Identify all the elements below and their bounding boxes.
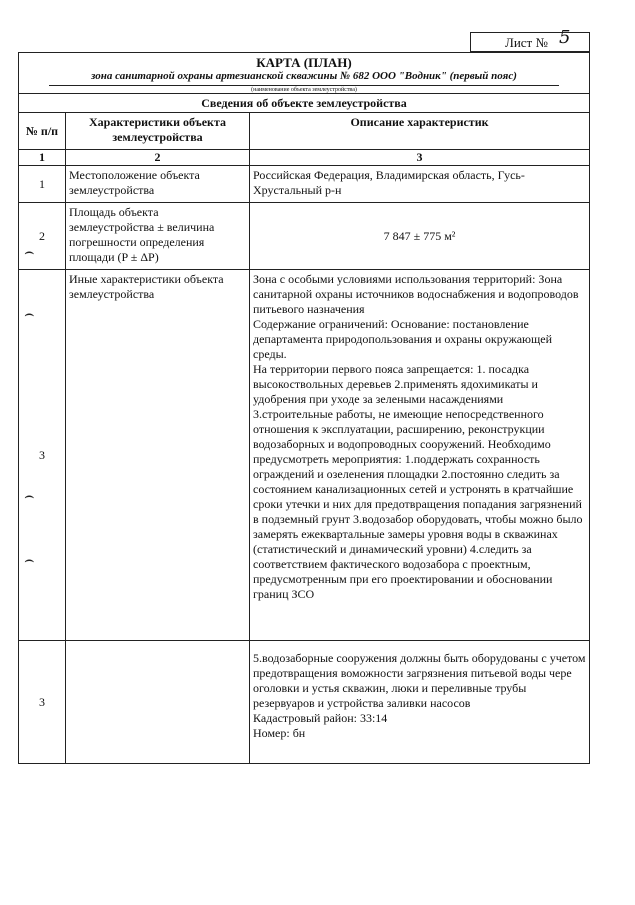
row-number: 1: [19, 166, 66, 203]
row-number: 3: [19, 270, 66, 641]
row-description: [250, 270, 590, 641]
object-info-table: [18, 93, 590, 764]
section-header-row: [19, 94, 590, 113]
column-number: 2: [66, 150, 250, 166]
row-characteristic: Площадь объекта землеустройства ± величина погрешности определения площади (P ± ΔP): [66, 203, 250, 270]
area-value: 7 847 ± 775 м²: [383, 228, 456, 243]
binding-hole-mark-icon: ⌢: [24, 306, 35, 323]
table-row: [19, 166, 590, 203]
table-row: [19, 270, 590, 641]
row-description: [250, 203, 590, 270]
document-subtitle: зона санитарной охраны артезианской скважины № 682 ООО "Водник" (первый пояс): [91, 70, 517, 82]
binding-hole-mark-icon: ⌢: [24, 552, 35, 569]
binding-hole-mark-icon: ⌢: [24, 488, 35, 505]
column-header-num: № п/п: [19, 113, 66, 150]
description-paragraph: Российская Федерация, Владимирская область, Гусь-Хрустальный р-н: [253, 168, 525, 197]
sheet-number: 5: [559, 27, 571, 48]
column-number-row: [19, 150, 590, 166]
binding-hole-mark-icon: ⌢: [24, 244, 35, 261]
section-title: Сведения об объекте землеустройства: [19, 94, 590, 113]
description-paragraph: Кадастровый район: 33:14: [253, 711, 388, 725]
column-header-characteristic: Характеристики объекта землеустройства: [66, 113, 250, 150]
object-name-caption: (наименование объекта землеустройства): [251, 87, 357, 93]
row-description: [250, 641, 590, 764]
subtitle-underline: [49, 85, 559, 86]
column-number: 1: [19, 150, 66, 166]
row-description: [250, 166, 590, 203]
column-header-description: Описание характеристик: [250, 113, 590, 150]
description-paragraph: Содержание ограничений: Основание: постановление департамента природопользования и охраны окружающей среды.: [253, 317, 553, 361]
column-header-row: [19, 113, 590, 150]
description-paragraph: 5.водозаборные сооружения должны быть оборудованы с учетом предотвращения воможности загрязнения питьевой воды чере оголовки и устья скважин, люки и переливные трубы резервуаров и устройства заливки насосов: [253, 651, 586, 710]
table-row: [19, 641, 590, 764]
description-paragraph: Зона с особыми условиями использования территорий: Зона санитарной охраны источников водоснабжения и водопроводов питьевого назначения: [253, 272, 579, 316]
description-paragraph: Номер: бн: [253, 726, 306, 740]
document-title: КАРТА (ПЛАН): [256, 55, 352, 70]
row-characteristic: Иные характеристики объекта землеустройства: [66, 270, 250, 641]
description-paragraph: На территории первого пояса запрещается: 1. посадка высокоствольных деревьев 2.применять ядохимикаты и удобрения при уходе за зелеными насаждениями 3.строительные работы, не имеющие непосредственного отношения к эксплуатации, расширению, реконструкции водозаборных и водопроводных сооружений. Необходимо предусмотреть мероприятия: 1.поддержать сохранность ограждений и озеленения площадки 2.постоянно следить за состоянием канализационных сетей и устронять в кратчайшие сроки утечки и них для предотвращения попадания загрязнений в подземный грунт 3.водозабор оборудовать, чтобы можно было замерять ежеквартальные замеры уровня воды в скважинах (статистический и динамический уровни) 4.следить за соответствием фактического водозабора с проектным, предусмотренным при его проектировании и обосновании границ ЗСО: [253, 362, 583, 601]
sheet-number-box: [470, 27, 590, 52]
column-number: 3: [250, 150, 590, 166]
row-number: 3: [19, 641, 66, 764]
row-number: 2: [19, 203, 66, 270]
document-header: [18, 52, 590, 94]
row-characteristic: [66, 641, 250, 764]
sheet-label: Лист №: [505, 35, 548, 50]
row-characteristic: Местоположение объекта землеустройства: [66, 166, 250, 203]
table-row: [19, 203, 590, 270]
